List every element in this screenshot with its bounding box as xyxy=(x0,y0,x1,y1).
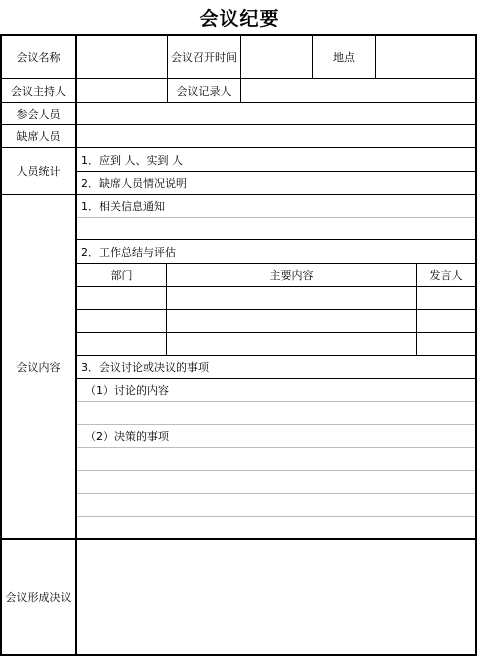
row-divider xyxy=(77,447,475,448)
label-location: 地点 xyxy=(333,51,355,64)
row-divider xyxy=(77,493,475,494)
absentees-field[interactable] xyxy=(77,125,475,147)
label-attendees: 参会人员 xyxy=(16,107,61,121)
label-content: 会议内容 xyxy=(16,360,61,374)
table-header-speaker: 发言人 xyxy=(429,269,463,282)
attendees-field[interactable] xyxy=(77,103,475,124)
discussion-item[interactable]: （2）决策的事项 xyxy=(85,430,169,443)
meeting-time-field[interactable] xyxy=(241,36,312,78)
recorder-field[interactable] xyxy=(241,79,475,102)
meeting-name-field[interactable] xyxy=(77,36,167,78)
table-header-department: 部门 xyxy=(110,269,133,282)
label-recorder: 会议记录人 xyxy=(176,84,232,98)
label-meeting-time: 会议召开时间 xyxy=(171,51,237,64)
label-resolution: 会议形成决议 xyxy=(5,591,72,604)
row-divider xyxy=(77,401,475,402)
section-work-summary[interactable]: 2．工作总结与评估 xyxy=(81,245,176,259)
row-divider xyxy=(77,516,475,517)
headcount-line[interactable]: 1．应到 人、实到 人 xyxy=(81,153,183,167)
minutes-form xyxy=(0,34,477,656)
section-discussion[interactable]: 3．会议讨论或决议的事项 xyxy=(81,361,209,374)
row-divider xyxy=(77,470,475,471)
resolution-field[interactable] xyxy=(77,540,475,654)
label-headcount: 人员统计 xyxy=(16,165,61,178)
label-host: 会议主持人 xyxy=(11,84,66,98)
page-title: 会议纪要 xyxy=(199,8,280,30)
label-absentees: 缺席人员 xyxy=(16,130,61,143)
host-field[interactable] xyxy=(77,79,167,102)
section-info-notice[interactable]: 1．相关信息通知 xyxy=(81,200,165,213)
location-field[interactable] xyxy=(376,36,475,78)
row-divider xyxy=(77,217,475,218)
label-meeting-name: 会议名称 xyxy=(16,51,61,64)
headcount-line[interactable]: 2．缺席人员情况说明 xyxy=(81,177,187,190)
discussion-item[interactable]: （1）讨论的内容 xyxy=(85,384,169,397)
table-header-main-content: 主要内容 xyxy=(269,269,314,282)
